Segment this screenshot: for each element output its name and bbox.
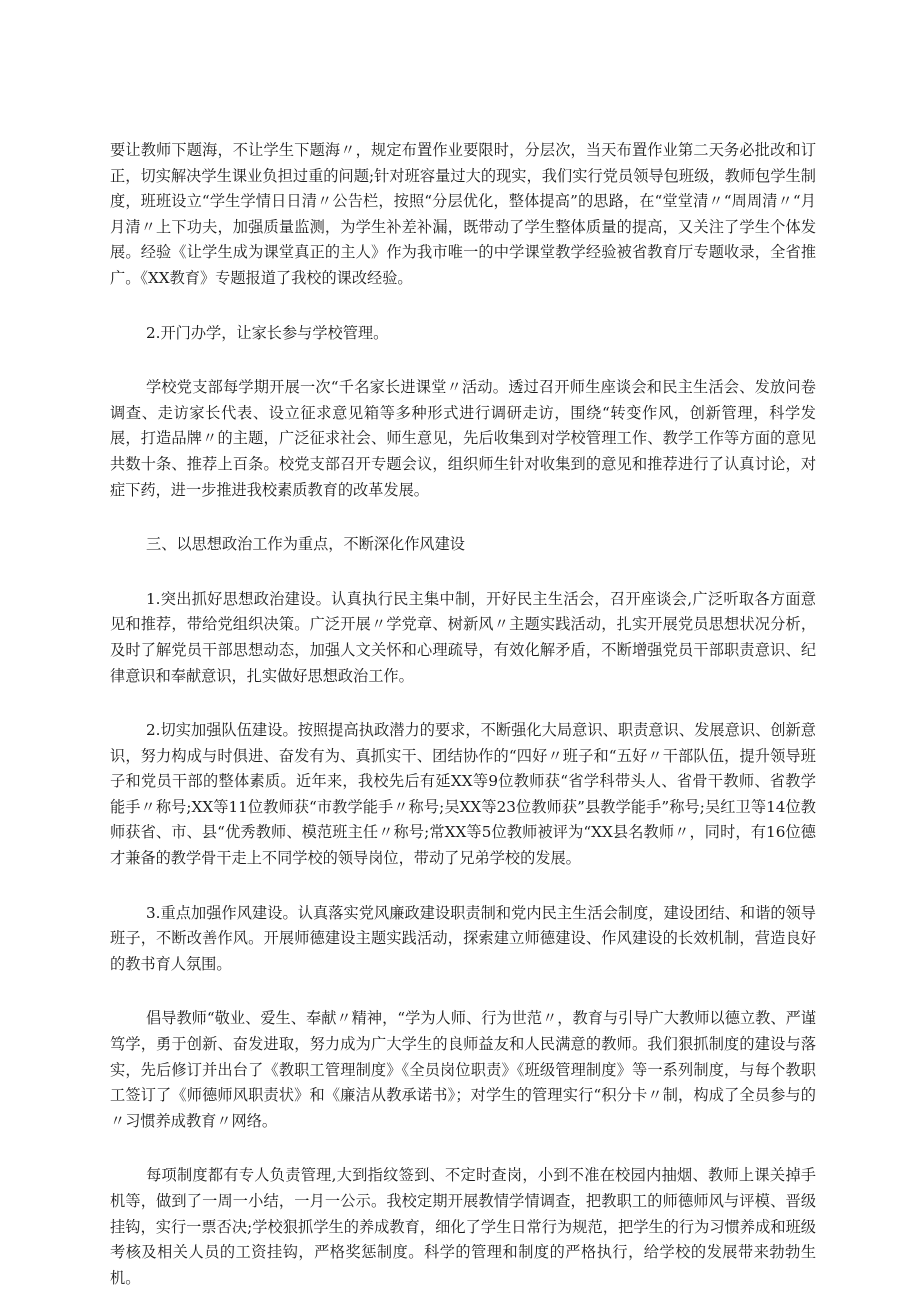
paragraph-teacher-ethics: 倡导教师“敬业、爱生、奉献〃精神，“学为人师、行为世范〃，教育与引导广大教师以德立教、严谨笃学，勇于创新、奋发进取，努力成为广大学生的良师益友和人民满意的教师。我们狠抓制度的建设与落实，先后修订并出台了《教职工管理制度》《全员岗位职责》《班级管理制度》等一系列制度，与每个教职工签订了《师德师风职责状》和《廉洁从教承诺书》；对学生的管理实行“积分卡〃制，构成了全员参与的〃习惯养成教育〃网络。 [110, 1009, 816, 1130]
paragraph-parents-in-class: 学校党支部每学期开展一次“千名家长进课堂〃活动。透过召开师生座谈会和民主生活会、发放问卷调查、走访家长代表、设立征求意见箱等多种形式进行调研走访，围绕“转变作风，创新管理，科学发展，打造品牌〃的主题，广泛征求社会、师生意见，先后收集到对学校管理工作、教学工作等方面的意见共数十条、推荐上百条。校党支部召开专题会议，组织师生针对收集到的意见和推荐进行了认真讨论，对症下药，进一步推进我校素质教育的改革发展。 [110, 378, 816, 499]
paragraph-political-building: 1.突出抓好思想政治建设。认真执行民主集中制，开好民主生活会，召开座谈会,广泛听取各方面意见和推荐，带给党组织决策。广泛开展〃学党章、树新风〃主题实践活动，扎实开展党员思想状况分析，及时了解党员干部思想动态，加强人文关怀和心理疏导，有效化解矛盾，不断增强党员干部职责意识、纪律意识和奉献意识，扎实做好思想政治工作。 [110, 589, 816, 685]
section-heading-ideology: 三、以思想政治工作为重点，不断深化作风建设 [146, 535, 465, 554]
paragraph-management-system: 每项制度都有专人负责管理,大到指纹签到、不定时查岗，小到不准在校园内抽烟、教师上课关掉手机等，做到了一周一小结，一月一公示。我校定期开展教情学情调查，把教职工的师德师风与评模、晋级挂钩，实行一票否决;学校狠抓学生的养成教育，细化了学生日常行为规范，把学生的行为习惯养成和班级考核及相关人员的工资挂钩，严格奖惩制度。科学的管理和制度的严格执行，给学校的发展带来勃勃生机。 [110, 1166, 816, 1287]
paragraph-team-building: 2.切实加强队伍建设。按照提高执政潜力的要求，不断强化大局意识、职责意识、发展意识、创新意识，努力构成与时俱进、奋发有为、真抓实干、团结协作的“四好〃班子和“五好〃干部队伍，提升领导班子和党员干部的整体素质。近年来，我校先后有延XX等9位教师获“省学科带头人、省骨干教师、省教学能手〃称号;XX等11位教师获“市教学能手〃称号;吴XX等23位教师获”县教学能手”称号;吴红卫等14位教师获省、市、县“优秀教师、模范班主任〃称号;常XX等5位教师被评为“XX县名教师〃，同时，有16位德才兼备的教学骨干走上不同学校的领导岗位，带动了兄弟学校的发展。 [110, 721, 816, 868]
heading-open-school: 2.开门办学，让家长参与学校管理。 [146, 323, 389, 342]
paragraph-homework-policy: 要让教师下题海，不让学生下题海〃，规定布置作业要限时，分层次，当天布置作业第二天务必批改和订正，切实解决学生课业负担过重的问题;针对班容量过大的现实，我们实行党员领导包班级，教师包学生制度，班班设立“学生学情日日清〃公告栏，按照“分层优化，整体提高”的思路，在“堂堂清〃“周周清〃“月月清〃上下功夫，加强质量监测，为学生补差补漏，既带动了学生整体质量的提高，又关注了学生个体发展。经验《让学生成为课堂真正的主人》作为我市唯一的中学课堂教学经验被省教育厅专题收录，全省推广。《XX教育》专题报道了我校的课改经验。 [110, 141, 816, 287]
document-body [110, 138, 816, 1291]
paragraph-style-building: 3.重点加强作风建设。认真落实党风廉政建设职责制和党内民主生活会制度，建设团结、和谐的领导班子，不断改善作风。开展师德建设主题实践活动，探索建立师德建设、作风建设的长效机制，营造良好的教书育人氛围。 [110, 903, 816, 973]
